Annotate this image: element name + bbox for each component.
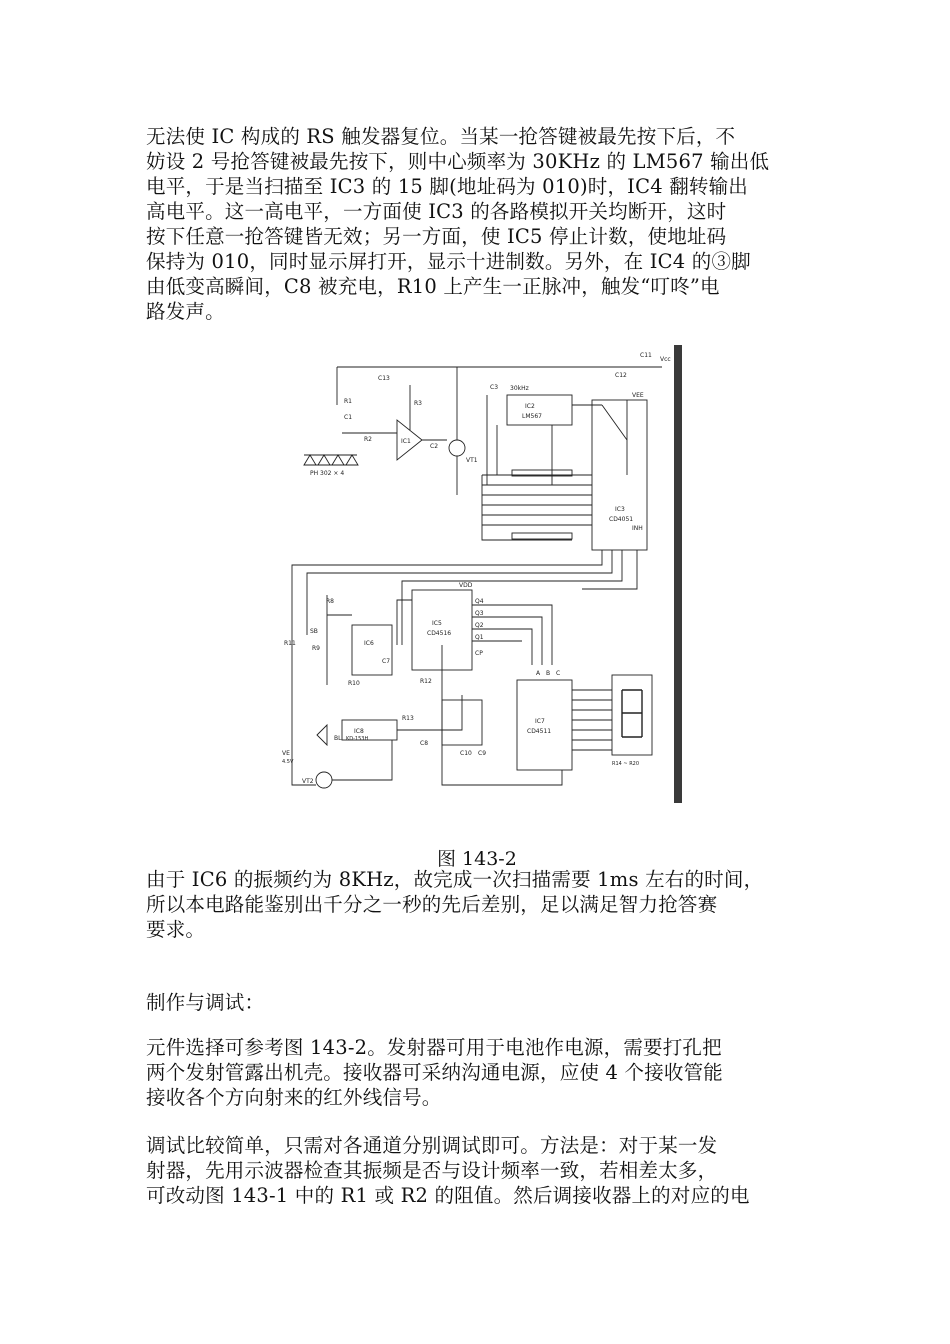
circuit-diagram	[282, 345, 682, 803]
text-line: 接收各个方向射来的红外线信号。	[146, 1086, 442, 1109]
label-r8: R8	[326, 598, 334, 605]
label-ic3: IC3	[615, 506, 625, 513]
text-line: 要求。	[146, 918, 206, 941]
label-vt1: VT1	[466, 457, 478, 464]
label-q1: Q1	[475, 634, 484, 641]
label-lm567: LM567	[522, 413, 542, 420]
text-line: 调试比较简单，只需对各通道分别调试即可。方法是：对于某一发	[146, 1134, 718, 1157]
label-ic1: IC1	[401, 438, 411, 445]
label-cd4511: CD4511	[527, 728, 552, 735]
label-ic7: IC7	[535, 718, 545, 725]
label-cd4051: CD4051	[609, 516, 634, 523]
label-r2: R2	[364, 436, 372, 443]
section-heading	[146, 990, 806, 1015]
label-a: A	[536, 670, 541, 677]
label-vcc: Vcc	[660, 356, 671, 363]
text-line: 元件选择可参考图 143-2。发射器可用于电池作电源，需要打孔把	[146, 1036, 722, 1059]
label-30khz: 30kHz	[510, 385, 529, 392]
label-4-5v: 4.5V	[282, 759, 294, 765]
label-c7: C7	[382, 658, 391, 665]
label-cd4516: CD4516	[427, 630, 452, 637]
label-c11: C11	[640, 352, 652, 359]
text-line: 电平，于是当扫描至 IC3 的 15 脚(地址码为 010)时，IC4 翻转输出	[146, 175, 748, 198]
label-c: C	[556, 670, 561, 677]
text-line: 两个发射管露出机壳。接收器可采纳沟通电源，应使 4 个接收管能	[146, 1061, 724, 1084]
label-q2: Q2	[475, 622, 484, 629]
text-line: 高电平。这一高电平，一方面使 IC3 的各路模拟开关均断开，这时	[146, 200, 727, 223]
label-ve: VE	[282, 750, 290, 757]
label-ic2: IC2	[525, 403, 535, 410]
text-line: 保持为 010，同时显示屏打开，显示十进制数。另外，在 IC4 的③脚	[146, 250, 751, 273]
label-q4: Q4	[475, 598, 484, 605]
label-bl: BL	[334, 735, 342, 742]
label-ph302: PH 302 × 4	[310, 470, 345, 477]
caption-text: 图 143-2	[437, 848, 517, 870]
text-line: 由于 IC6 的振频约为 8KHz，故完成一次扫描需要 1ms 左右的时间，	[146, 868, 764, 891]
label-r3: R3	[414, 400, 422, 407]
label-r13: R13	[402, 715, 414, 722]
paragraph-1	[146, 124, 806, 324]
label-ic5: IC5	[432, 620, 442, 627]
paragraph-3	[146, 1035, 806, 1110]
label-c13: C13	[378, 375, 390, 382]
scan-edge-shadow	[674, 345, 682, 803]
text-line: 所以本电路能鉴别出千分之一秒的先后差别，足以满足智力抢答赛	[146, 893, 718, 916]
label-vt2: VT2	[302, 778, 314, 785]
label-c12: C12	[615, 372, 627, 379]
label-kd153h: KD-153H	[346, 736, 369, 742]
text-line: 按下任意一抢答键皆无效；另一方面，使 IC5 停止计数，使地址码	[146, 225, 727, 248]
label-cp: CP	[475, 650, 483, 657]
text-line: 妨设 2 号抢答键被最先按下，则中心频率为 30KHz 的 LM567 输出低	[146, 150, 770, 173]
label-r1: R1	[344, 398, 352, 405]
label-c8: C8	[420, 740, 429, 747]
label-c10: C10	[460, 750, 472, 757]
label-ic8: IC8	[354, 728, 364, 735]
label-c9: C9	[478, 750, 487, 757]
label-q3: Q3	[475, 610, 484, 617]
label-c3: C3	[490, 384, 499, 391]
label-r10: R10	[348, 680, 360, 687]
label-vee: VEE	[632, 392, 644, 399]
label-r12: R12	[420, 678, 432, 685]
label-vdd: VDD	[459, 582, 473, 589]
label-r14-r20: R14 ~ R20	[612, 761, 640, 767]
text-line: 射器，先用示波器检查其振频是否与设计频率一致，若相差太多，	[146, 1159, 718, 1182]
paragraph-4	[146, 1133, 806, 1208]
heading-line: 制作与调试：	[146, 991, 265, 1014]
paragraph-2	[146, 867, 806, 942]
text-line: 由低变高瞬间，C8 被充电，R10 上产生一正脉冲，触发“叮咚”电	[146, 275, 720, 298]
label-ic6: IC6	[364, 640, 374, 647]
label-r11: R11	[284, 640, 296, 647]
label-r9: R9	[312, 645, 320, 652]
label-c1: C1	[344, 414, 353, 421]
text-line: 无法使 IC 构成的 RS 触发器复位。当某一抢答键被最先按下后，不	[146, 125, 736, 148]
label-c2: C2	[430, 443, 439, 450]
text-line: 路发声。	[146, 300, 225, 323]
label-b: B	[546, 670, 551, 677]
text-line: 可改动图 143-1 中的 R1 或 R2 的阻值。然后调接收器上的对应的电	[146, 1184, 750, 1207]
label-sb: SB	[310, 628, 318, 635]
schematic-svg	[282, 345, 682, 803]
label-inh: INH	[632, 525, 643, 532]
